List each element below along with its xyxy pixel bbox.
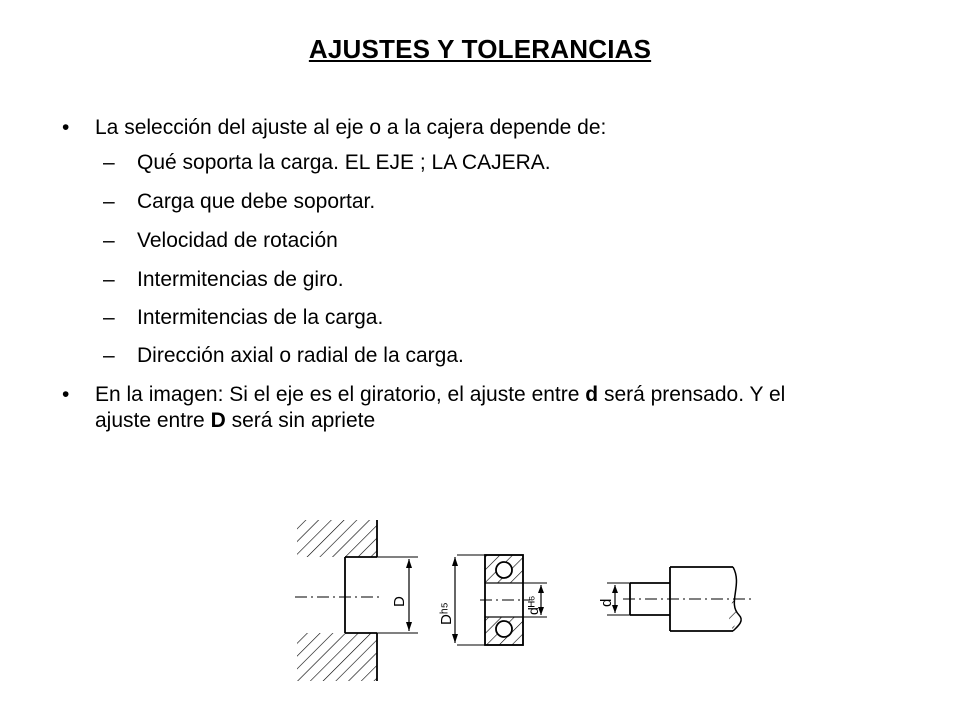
dash-marker: – — [103, 306, 115, 329]
housing-hatch-bottom — [297, 633, 377, 681]
label-Dh5: Dʰ⁵ — [438, 602, 455, 625]
text-run: será prensado. Y el ajuste entre — [95, 383, 786, 432]
bold-D: D — [210, 409, 226, 432]
sub-item-text: Velocidad de rotación — [137, 229, 338, 252]
bold-d: d — [585, 383, 599, 406]
bullet-marker: • — [62, 116, 70, 139]
shaft-drawing — [598, 567, 753, 631]
ball-top — [496, 562, 512, 578]
sub-item-text: Dirección axial o radial de la carga. — [137, 344, 464, 367]
sub-item-text: Qué soporta la carga. EL EJE ; LA CAJERA. — [137, 151, 551, 174]
dash-marker: – — [103, 151, 115, 174]
sub-item-text: Intermitencias de la carga. — [137, 306, 384, 329]
bullet-text: La selección del ajuste al eje o a la cajera depende de: — [95, 116, 607, 139]
bullet-marker: • — [62, 383, 70, 406]
bullet-text — [95, 382, 835, 434]
sub-item-text: Carga que debe soportar. — [137, 190, 376, 213]
sub-item-text: Intermitencias de giro. — [137, 268, 344, 291]
dash-marker: – — [103, 190, 115, 213]
housing-drawing — [295, 520, 418, 681]
technical-drawing — [285, 515, 765, 685]
dash-marker: – — [103, 344, 115, 367]
drawing-svg — [285, 515, 765, 685]
text-run: En la imagen: Si el eje es el giratorio, el ajuste entre — [95, 383, 586, 406]
dash-marker: – — [103, 268, 115, 291]
bearing-drawing — [438, 555, 547, 645]
label-D: D — [391, 596, 408, 607]
text-run: será sin apriete — [225, 409, 376, 432]
label-dH6: dᴴ⁶ — [525, 595, 541, 615]
slide-title: AJUSTES Y TOLERANCIAS — [308, 34, 652, 64]
label-d: d — [598, 598, 615, 607]
ball-bottom — [496, 621, 512, 637]
dash-marker: – — [103, 229, 115, 252]
housing-hatch-top — [297, 520, 377, 557]
